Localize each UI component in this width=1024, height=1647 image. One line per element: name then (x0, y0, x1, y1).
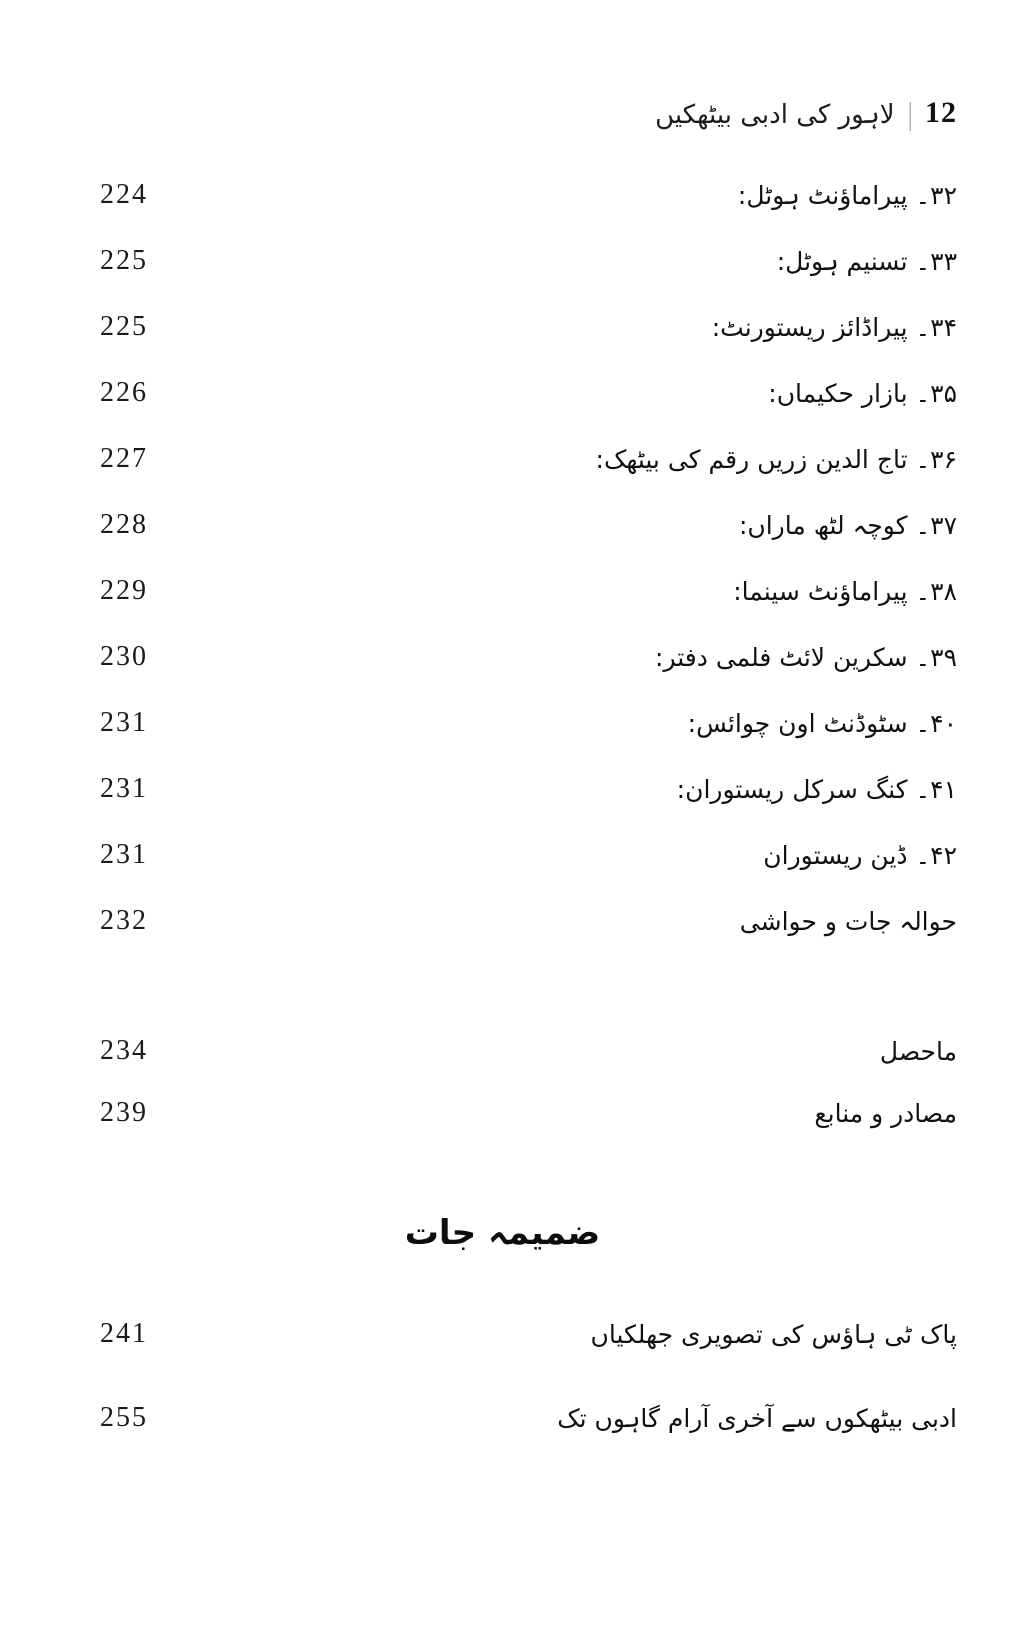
toc-entry-row (100, 1020, 957, 1082)
toc-entry-row (100, 1376, 957, 1460)
toc-entry-page-number: 231 (100, 773, 148, 804)
toc-entry-title: ۳۳۔ تسنیم ہوٹل: (776, 246, 957, 276)
toc-appendix-list (100, 1292, 957, 1460)
toc-entry-title: ۴۰۔ سٹوڈنٹ اون چوائس: (687, 708, 957, 738)
toc-entry-title: ۳۴۔ پیراڈائز ریستورنٹ: (711, 312, 957, 342)
toc-entry-title: ۳۷۔ کوچہ لٹھ ماراں: (738, 510, 957, 540)
toc-entry-row (100, 426, 957, 492)
toc-main-list (100, 162, 957, 954)
toc-entry-page-number: 229 (100, 575, 148, 606)
toc-entry-title: پاک ٹی ہاؤس کی تصویری جھلکیاں (590, 1319, 957, 1349)
toc-entry-page-number: 255 (100, 1402, 148, 1433)
toc-entry-page-number: 232 (100, 905, 148, 936)
toc-entry-title: حوالہ جات و حواشی (739, 906, 957, 936)
toc-entry-row (100, 1082, 957, 1144)
appendix-section-heading: ضمیمہ جات (404, 1213, 601, 1253)
toc-entry-row (100, 624, 957, 690)
toc-entry-page-number: 230 (100, 641, 148, 672)
toc-entry-row (100, 162, 957, 228)
toc-entry-title: مصادر و منابع (814, 1098, 957, 1128)
toc-entry-row (100, 558, 957, 624)
toc-entry-page-number: 241 (100, 1318, 148, 1349)
toc-entry-row (100, 756, 957, 822)
toc-entry-title: ۳۸۔ پیراماؤنٹ سینما: (733, 576, 957, 606)
toc-entry-row (100, 228, 957, 294)
toc-entry-page-number: 224 (100, 179, 148, 210)
toc-closing-list (100, 1020, 957, 1144)
header-book-title: لاہور کی ادبی بیٹھکیں (655, 100, 895, 130)
toc-entry-title: ۳۶۔ تاج الدین زریں رقم کی بیٹھک: (595, 444, 957, 474)
toc-entry-row (100, 1292, 957, 1376)
running-header (100, 88, 957, 138)
header-page-number: 12 (925, 96, 957, 129)
toc-entry-row (100, 360, 957, 426)
toc-entry-title: ۳۵۔ بازار حکیماں: (768, 378, 957, 408)
toc-entry-title: ادبی بیٹھکوں سے آخری آرام گاہوں تک (557, 1403, 957, 1433)
toc-entry-page-number: 225 (100, 311, 148, 342)
toc-entry-row (100, 888, 957, 954)
toc-entry-row (100, 822, 957, 888)
toc-entry-title: ماحصل (879, 1036, 957, 1066)
toc-entry-page-number: 239 (100, 1097, 148, 1128)
toc-entry-page-number: 225 (100, 245, 148, 276)
toc-entry-page-number: 227 (100, 443, 148, 474)
toc-entry-row (100, 690, 957, 756)
toc-entry-page-number: 231 (100, 707, 148, 738)
toc-entry-title: ۴۱۔ کنگ سرکل ریستوران: (676, 774, 957, 804)
toc-entry-page-number: 234 (100, 1035, 148, 1066)
toc-entry-title: ۳۲۔ پیراماؤنٹ ہوٹل: (737, 180, 957, 210)
toc-entry-page-number: 226 (100, 377, 148, 408)
toc-entry-title: ۴۲۔ ڈین ریستوران (763, 840, 957, 870)
toc-entry-page-number: 231 (100, 839, 148, 870)
toc-page (0, 88, 1024, 1647)
toc-entry-page-number: 228 (100, 509, 148, 540)
toc-entry-row (100, 294, 957, 360)
header-separator: | (907, 94, 913, 131)
toc-entry-title: ۳۹۔ سکرین لائٹ فلمی دفتر: (655, 642, 957, 672)
toc-entry-row (100, 492, 957, 558)
